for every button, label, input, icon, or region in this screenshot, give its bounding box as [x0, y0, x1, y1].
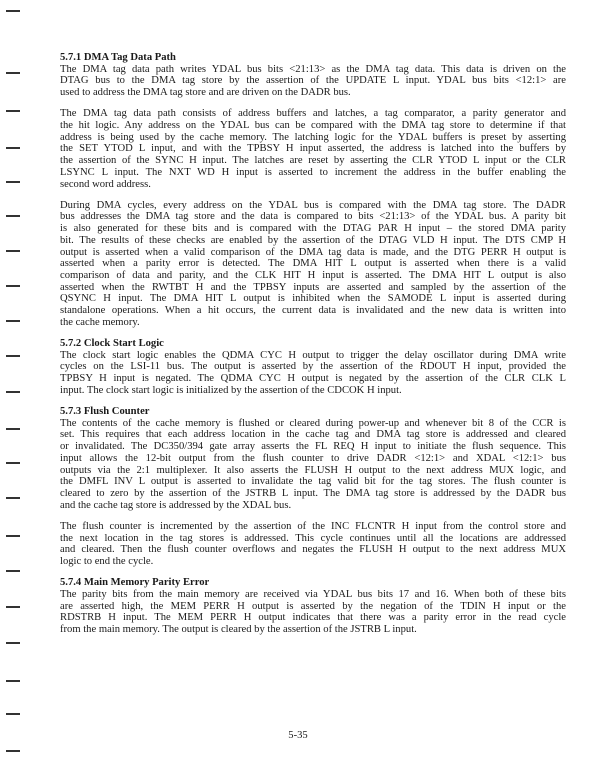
margin-dash: [6, 147, 20, 149]
text-line: standalone operations. When a hit occurs, the current data is invalidated and the new data is written into: [60, 305, 566, 317]
text-line: are asserted high, the MEM PERR H output is asserted by the negation of the TDIN H input or the: [60, 600, 566, 612]
text-line: input. The clock start logic is initialized by the assertion of the CDCOK H input.: [60, 384, 402, 396]
text-line: cycles on the LSI-11 bus. The output is asserted by the assertion of the RDOUT H input, provided the: [60, 361, 566, 373]
text-line: the hit logic. Any address on the YDAL bus can be compared with the DMA tag store to determine if that: [60, 120, 566, 132]
text-line: logic to end the cycle.: [60, 555, 154, 567]
margin-dash: [6, 10, 20, 12]
margin-dash: [6, 680, 20, 682]
section-heading: 5.7.4 Main Memory Parity Error: [60, 577, 210, 589]
text-line: QSYNC H input. The DMA HIT L output is inhibited when the SAMODE L input is asserted during: [60, 293, 566, 305]
text-line: The contents of the cache memory is flushed or cleared during power-up and whenever bit 8 of the CCR is: [60, 417, 566, 429]
margin-dash: [6, 462, 20, 464]
text-line: or invalidated. The DC350/394 gate array asserts the FL REQ H input to initiate the flush sequence. This: [60, 441, 566, 453]
text-line: bus addresses the DMA tag store and the data is compared to bits <21:13> of the YDAL bus. A parity bit: [60, 211, 566, 223]
text-line: used to address the DMA tag store and are driven on the DADR bus.: [60, 87, 351, 99]
paragraph: [60, 418, 566, 512]
binder-margin-marks: [6, 0, 22, 783]
margin-dash: [6, 642, 20, 644]
text-line: RDSTRB H input. The MEM PERR H output indicates that there was a parity error in the read cycle: [60, 612, 566, 624]
page-number: 5-35: [288, 730, 308, 741]
document-body: [60, 52, 566, 645]
margin-dash: [6, 497, 20, 499]
margin-dash: [6, 713, 20, 715]
text-line: DTAG bus to the DMA tag store by the assertion of the UPDATE L input. YDAL bus bits <12:1> are: [60, 75, 566, 87]
text-line: the DMFL INV L output is asserted to invalidate the tag valid bit for the tag stores. The flush counter is: [60, 476, 566, 488]
paragraph: [60, 200, 566, 329]
text-line: bit. The results of these checks are enabled by the assertion of the DTAG VLD H input. The DTS CMP H: [60, 234, 566, 246]
margin-dash: [6, 570, 20, 572]
margin-dash: [6, 391, 20, 393]
text-line: the SET YTOD L input, and with the TPBSY H input asserted, the address is latched into the buffers by: [60, 143, 566, 155]
text-line: the assertion of the SYNC H input. The latches are reset by asserting the CLR YTOD L input or the CLR: [60, 155, 566, 167]
section: [60, 406, 566, 568]
text-line: outputs via the 2:1 multiplexer. It also asserts the FLUSH H output to the next address MUX logic, and: [60, 464, 566, 476]
paragraph: [60, 64, 566, 99]
margin-dash: [6, 428, 20, 430]
text-line: The clock start logic enables the QDMA CYC H output to trigger the delay oscillator during DMA write: [60, 349, 566, 361]
text-line: asserted when the RWTBT H and the TPBSY inputs are asserted and sampled by the assertion of the: [60, 281, 566, 293]
text-line: and the cache tag store is addressed by the XDAL bus.: [60, 499, 292, 511]
paragraph: [60, 589, 566, 636]
text-line: second word address.: [60, 178, 151, 190]
text-line: comparison of data and parity, and the CLK HIT H input is asserted. The DMA HIT L output is also: [60, 269, 566, 281]
paragraph: [60, 350, 566, 397]
text-line: LSYNC L input. The NXT WD H input is asserted to increment the address in the buffer enabling the: [60, 166, 566, 178]
section-heading: 5.7.2 Clock Start Logic: [60, 337, 164, 349]
text-line: the cache memory.: [60, 316, 140, 328]
text-line: The parity bits from the main memory are received via YDAL bus bits 17 and 16. When both of these bits: [60, 588, 566, 600]
text-line: cleared to zero by the assertion of the JSTRB L input. The DMA tag store is addressed by the DADR bus: [60, 487, 566, 499]
text-line: output is asserted when a valid comparison of the DMA tag data is made, and the DTG PERR H output is: [60, 246, 566, 258]
text-line: The DMA tag data path writes YDAL bus bits <21:13> as the DMA tag data. This data is driven on the: [60, 63, 566, 75]
section-heading: 5.7.1 DMA Tag Data Path: [60, 52, 176, 63]
margin-dash: [6, 606, 20, 608]
text-line: the next location in the tag stores is addressed. This cycle continues until all the locations are addressed: [60, 532, 566, 544]
text-line: asserted when a parity error is detected. The DMA HIT L output is asserted when there is a valid: [60, 258, 566, 270]
margin-dash: [6, 250, 20, 252]
text-line: set. This requires that each address location in the cache tag and DMA tag store is addressed and cleared: [60, 429, 566, 441]
text-line: address is being used by the cache memory. The latching logic for the YDAL buffers is preset by asserting: [60, 131, 566, 143]
text-line: input allows the 12-bit output from the flush counter to drive DADR <12:1> and XDAL <12:1> bus: [60, 452, 566, 464]
margin-dash: [6, 215, 20, 217]
section: [60, 338, 566, 397]
text-line: The flush counter is incremented by the assertion of the INC FLCNTR H input from the control store and: [60, 520, 566, 532]
section: [60, 52, 566, 328]
margin-dash: [6, 355, 20, 357]
text-line: During DMA cycles, every address on the YDAL bus is compared with the DMA tag store. The DADR: [60, 199, 566, 211]
paragraph: [60, 521, 566, 568]
text-line: is also generated for these bits and is compared with the DTAG PAR H input – the stored DMA parity: [60, 223, 566, 235]
section-heading: 5.7.3 Flush Counter: [60, 405, 150, 417]
paragraph: [60, 108, 566, 190]
margin-dash: [6, 110, 20, 112]
text-line: TPBSY H input is negated. The QDMA CYC H output is negated by the assertion of the CLR CLK L: [60, 373, 566, 385]
margin-dash: [6, 750, 20, 752]
margin-dash: [6, 72, 20, 74]
text-line: from the main memory. The output is cleared by the assertion of the JSTRB L input.: [60, 623, 417, 635]
section: [60, 577, 566, 636]
text-line: and cleared. Then the flush counter overflows and negates the FLUSH H output to the next address MUX: [60, 544, 566, 556]
margin-dash: [6, 535, 20, 537]
margin-dash: [6, 181, 20, 183]
margin-dash: [6, 285, 20, 287]
margin-dash: [6, 320, 20, 322]
text-line: The DMA tag data path consists of address buffers and latches, a tag comparator, a parity generator and: [60, 108, 566, 120]
